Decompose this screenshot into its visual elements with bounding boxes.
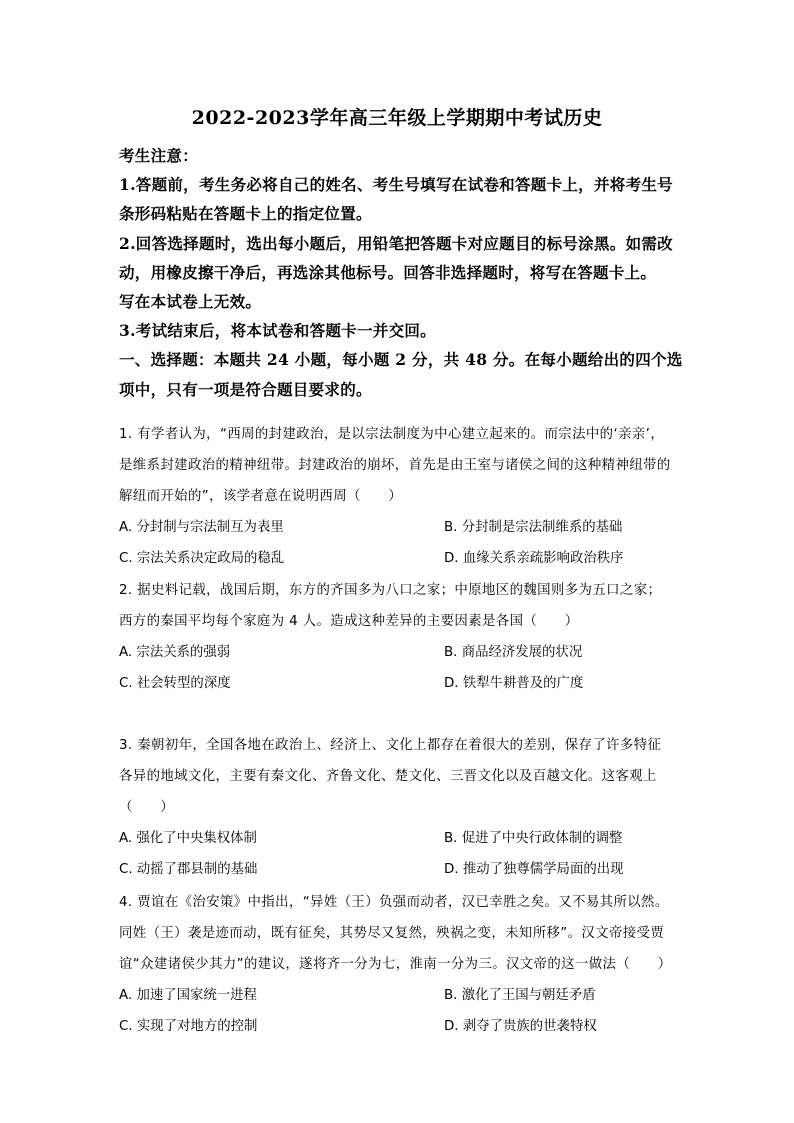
question-stem-line: 3. 秦朝初年，全国各地在政治上、经济上、文化上都存在着很大的差别，保存了许多特征 — [119, 738, 662, 753]
option-b: B. 分封制是宗法制维系的基础 — [444, 520, 623, 535]
section-heading-line: 项中，只有一项是符合题目要求的。 — [119, 379, 372, 399]
option-row — [119, 823, 679, 854]
option-d: D. 血缘关系亲疏影响政治秩序 — [444, 551, 624, 566]
option-row — [119, 668, 679, 699]
question-stem-line: 各异的地域文化，主要有秦文化、齐鲁文化、楚文化、三晋文化以及百越文化。这客观上 — [119, 769, 657, 784]
notice-heading: 考生注意： — [119, 146, 199, 165]
question-stem-line: 是维系封建政治的精神纽带。封建政治的崩坏，首先是由王室与诸侯之间的这种精神纽带的 — [119, 458, 671, 473]
question-stem-line: 西方的秦国平均每个家庭为 4 人。造成这种差异的主要因素是各国（ ） — [119, 614, 579, 629]
question-stem-line: 4. 贾谊在《治安策》中指出，“异姓（王）负强而动者，汉已幸胜之矣。又不易其所以然。 — [119, 895, 669, 910]
exam-title: 2022-2023学年高三年级上学期期中考试历史 — [191, 107, 603, 129]
notice-line: 3.考试结束后，将本试卷和答题卡一并交回。 — [119, 321, 436, 341]
section-heading-line: 一、选择题：本题共 24 小题，每小题 2 分，共 48 分。在每小题给出的四个选 — [119, 350, 683, 370]
notice-line: 2.回答选择题时，选出每小题后，用铅笔把答题卡对应题目的标号涂黑。如需改 — [119, 233, 673, 253]
option-d: D. 推动了独尊儒学局面的出现 — [444, 862, 624, 877]
option-c: C. 社会转型的深度 — [119, 676, 231, 691]
option-c: C. 动摇了郡县制的基础 — [119, 862, 258, 877]
option-d: D. 铁犁牛耕普及的广度 — [444, 676, 584, 691]
option-c: C. 宗法关系决定政局的稳乱 — [119, 551, 285, 566]
option-row — [119, 637, 679, 668]
option-a: A. 分封制与宗法制互为表里 — [119, 520, 284, 535]
option-row — [119, 1011, 679, 1042]
option-b: B. 激化了王国与朝廷矛盾 — [444, 988, 596, 1003]
question-1 — [119, 419, 679, 574]
option-c: C. 实现了对地方的控制 — [119, 1019, 258, 1034]
option-a: A. 强化了中央集权体制 — [119, 831, 257, 846]
option-d: D. 剥夺了贵族的世袭特权 — [444, 1019, 597, 1034]
notice-line: 动，用橡皮擦干净后，再选涂其他标号。回答非选择题时，将写在答题卡上。 — [119, 262, 657, 282]
option-b: B. 促进了中央行政体制的调整 — [444, 831, 623, 846]
candidate-notice — [119, 141, 683, 404]
question-4 — [119, 887, 679, 1042]
option-row — [119, 512, 679, 543]
option-b: B. 商品经济发展的状况 — [444, 645, 583, 660]
question-stem-line: 2. 据史料记载，战国后期，东方的齐国多为八口之家；中原地区的魏国则多为五口之家； — [119, 583, 662, 598]
notice-line: 条形码粘贴在答题卡上的指定位置。 — [119, 204, 372, 224]
question-stem-line: （ ） — [119, 800, 175, 815]
option-a: A. 加速了国家统一进程 — [119, 988, 257, 1003]
option-a: A. 宗法关系的强弱 — [119, 645, 231, 660]
notice-line: 写在本试卷上无效。 — [119, 292, 262, 312]
question-stem-line: 谊“众建诸侯少其力”的建议，遂将齐一分为七，淮南一分为三。汉文帝的这一做法（ ） — [119, 957, 672, 972]
question-2 — [119, 575, 679, 699]
notice-line: 1.答题前，考生务必将自己的姓名、考生号填写在试卷和答题卡上，并将考生号 — [119, 175, 673, 195]
option-row — [119, 543, 679, 574]
question-stem-line: 解纽而开始的”，该学者意在说明西周（ ） — [119, 489, 403, 504]
option-row — [119, 980, 679, 1011]
question-3 — [119, 730, 679, 885]
option-row — [119, 854, 679, 885]
question-stem-line: 同姓（王）袭是迹而动，既有征矣，其势尽又复然，殃祸之变，未知所移”。汉文帝接受贾 — [119, 926, 665, 941]
question-stem-line: 1. 有学者认为，“西周的封建政治，是以宗法制度为中心建立起来的。而宗法中的‘亲亲’， — [119, 427, 665, 442]
